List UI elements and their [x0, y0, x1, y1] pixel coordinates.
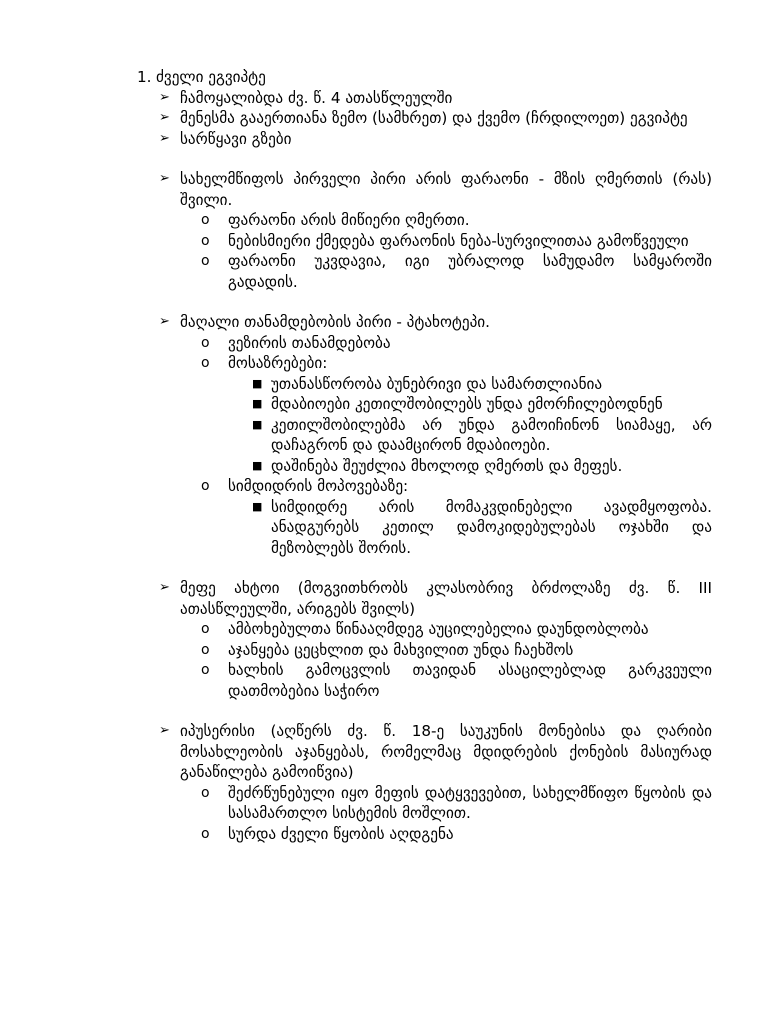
arrow-bullet-icon: ➢ [159, 723, 170, 738]
list-item-text: ვეზირის თანამდებობა [228, 333, 391, 352]
paragraph-gap [0, 292, 768, 312]
arrow-bullet-icon: ➢ [159, 171, 170, 186]
list-item-text: მდაბიოები კეთილშობილებს უნდა ემორჩილებოდნენ [271, 395, 663, 413]
list-item [0, 88, 768, 109]
list-item-text: ფარაონი უკვდავია, იგი უბრალოდ სამუდამო სამყაროში გადადის. [228, 252, 712, 291]
square-bullet-icon: ■ [252, 499, 263, 513]
circle-bullet-icon: o [201, 784, 210, 801]
list-item [0, 783, 768, 824]
list-item [0, 578, 768, 619]
circle-bullet-icon: o [201, 212, 210, 228]
list-item-text: აჯანყება ცეცხლით და მახვილით უნდა ჩაეხშოს [228, 640, 574, 659]
list-item-text: სახელმწიფოს პირველი პირი არის ფარაონი - მზის ღმერთის (რას) შვილი. [180, 170, 712, 209]
list-item [0, 619, 768, 640]
list-item-text: შეძრწუნებული იყო მეფის დატყვევებით, სახელმწიფო წყობის და სასამართლო სისტემის მოშლით. [228, 783, 712, 822]
list-item-text: მაღალი თანამდებობის პირი - პტახოტეპი. [180, 313, 490, 331]
list-item [0, 497, 768, 559]
paragraph-gap [0, 149, 768, 169]
list-item [0, 476, 768, 497]
heading-text: ძველი ეგვიპტე [156, 68, 266, 86]
list-item [0, 640, 768, 661]
list-item-heading [0, 67, 768, 88]
list-item [0, 374, 768, 395]
list-item-text: ნებისმიერი ქმედება ფარაონის ნება-სურვილითაა გამოწვეული [228, 231, 689, 250]
circle-bullet-icon: o [201, 478, 210, 494]
list-item-text: სიმდიდრე არის მომაკვდინებელი ავადმყოფობა. ანადგურებს კეთილ დამოკიდებულებას ოჯახში და მეზობლებს შორის. [271, 497, 712, 557]
list-item-text: დაშინება შეუძლია მხოლოდ ღმერთს და მეფეს. [271, 456, 623, 475]
arrow-bullet-icon: ➢ [159, 314, 170, 329]
list-item-text: კეთილშობილებმა არ უნდა გამოიჩინონ სიამაყე, არ დაჩაგრონ და დაამცირონ მდაბიოები. [271, 415, 712, 454]
list-item-text: სარწყავი გზები [180, 129, 292, 148]
list-item [0, 456, 768, 477]
square-bullet-icon: ■ [252, 397, 263, 410]
list-item-text: ამბოხებულთა წინააღმდეგ აუცილებელია დაუნდობლობა [228, 620, 649, 638]
outline-list [0, 67, 768, 844]
list-item-text: მოსაზრებები: [228, 354, 328, 372]
circle-bullet-icon: o [201, 232, 210, 249]
list-item-text: იპუსერისი (აღწერს ძვ. წ. 18-ე საუკუნის მონებისა და ღარიბი მოსახლეობის აჯანყებას, რომელმაც მდიდრების ქონების მასიურად განაწილება გამოიწვია) [180, 722, 712, 781]
list-item [0, 333, 768, 354]
paragraph-gap [0, 701, 768, 721]
list-item-text: მენესმა გააერთიანა ზემო (სამხრეთ) და ქვემო (ჩრდილოეთ) ეგვიპტე [180, 109, 688, 127]
square-bullet-icon: ■ [252, 458, 263, 472]
arrow-bullet-icon: ➢ [159, 89, 170, 105]
list-item-text: სიმდიდრის მოპოვებაზე: [228, 477, 409, 495]
list-item [0, 129, 768, 150]
paragraph-gap [0, 558, 768, 578]
number-marker: 1. [137, 68, 152, 86]
list-item-text: ჩამოყალიბდა ძვ. წ. 4 ათასწლეულში [180, 88, 453, 107]
list-item-text: ფარაონი არის მიწიერი ღმერთი. [228, 211, 470, 229]
list-item-text: უთანასწორობა ბუნებრივი და სამართლიანია [271, 374, 603, 393]
list-item [0, 108, 768, 129]
circle-bullet-icon: o [201, 355, 210, 371]
list-item [0, 312, 768, 333]
circle-bullet-icon: o [201, 253, 210, 269]
list-item [0, 394, 768, 415]
list-item [0, 169, 768, 210]
list-item [0, 415, 768, 456]
list-item-text: მეფე ახტოი (მოგვითხრობს კლასობრივ ბრძოლაზე ძვ. წ. III ათასწლეულში, არიგებს შვილს) [180, 579, 712, 618]
arrow-bullet-icon: ➢ [159, 130, 170, 146]
list-item-text: ხალხის გამოცვლის თავიდან ასაცილებლად გარკვეული დათმობებია საჭირო [228, 661, 712, 700]
list-item [0, 721, 768, 783]
circle-bullet-icon: o [201, 662, 210, 678]
list-item [0, 353, 768, 374]
list-item-text: სურდა ძველი წყობის აღდგენა [228, 824, 454, 843]
arrow-bullet-icon: ➢ [159, 580, 170, 595]
list-item [0, 231, 768, 252]
square-bullet-icon: ■ [252, 417, 263, 431]
circle-bullet-icon: o [201, 825, 210, 842]
list-item [0, 660, 768, 701]
list-item [0, 210, 768, 231]
circle-bullet-icon: o [201, 334, 210, 351]
list-item [0, 824, 768, 845]
list-item [0, 251, 768, 292]
circle-bullet-icon: o [201, 621, 210, 637]
square-bullet-icon: ■ [252, 376, 263, 390]
arrow-bullet-icon: ➢ [159, 110, 170, 125]
circle-bullet-icon: o [201, 641, 210, 658]
